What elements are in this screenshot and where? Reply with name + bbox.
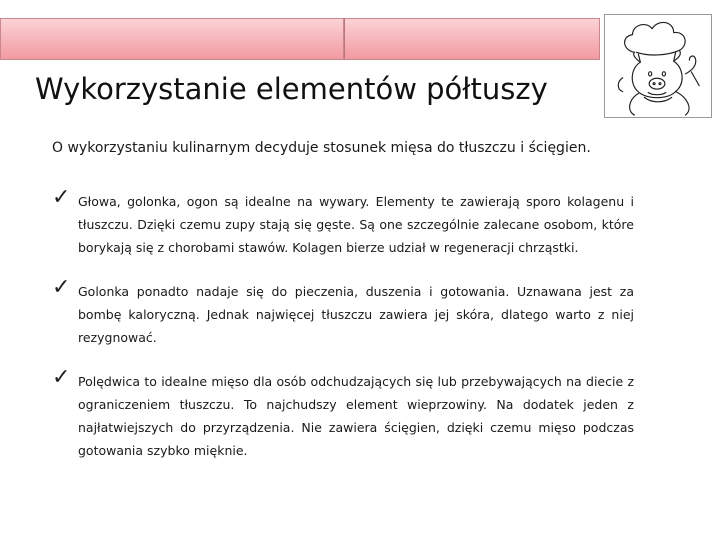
pig-chef-icon [605,15,711,117]
header-bar [0,18,600,60]
bullet-text: Polędwica to idealne mięso dla osób odchudzających się lub przebywających na diecie z ograniczeniem tłuszczu. To najchudszy element wieprzowiny. Na dodatek jeden z najłatwiejszych do przyrządzenia. Nie zawiera ścięgien, dzięki czemu mięso podczas gotowania szybko mięknie. [78,374,634,458]
bullet-item [52,365,634,462]
slide-title: Wykorzystanie elementów półtuszy [35,72,548,106]
bullet-list [52,185,634,483]
checkmark-icon: ✓ [52,365,71,390]
bullet-text: Golonka ponadto nadaje się do pieczenia, duszenia i gotowania. Uznawana jest za bombę kaloryczną. Jednak najwięcej tłuszczu zawiera jej skóra, dlatego warto z niej rezygnować. [78,284,634,345]
bullet-item [52,275,634,349]
intro-text: O wykorzystaniu kulinarnym decyduje stosunek mięsa do tłuszczu i ścięgien. [52,140,591,156]
pig-chef-logo [604,14,712,118]
header-bar-segment-left [0,18,344,60]
bullet-text: Głowa, golonka, ogon są idealne na wywary. Elementy te zawierają sporo kolagenu i tłuszczu. Dzięki czemu zupy stają się gęste. Są one szczególnie zalecane osobom, które borykają się z chorobami stawów. Kolagen bierze udział w regeneracji chrząstki. [78,194,634,255]
bullet-item [52,185,634,259]
checkmark-icon: ✓ [52,275,71,300]
checkmark-icon: ✓ [52,185,71,210]
header-bar-segment-right [344,18,600,60]
